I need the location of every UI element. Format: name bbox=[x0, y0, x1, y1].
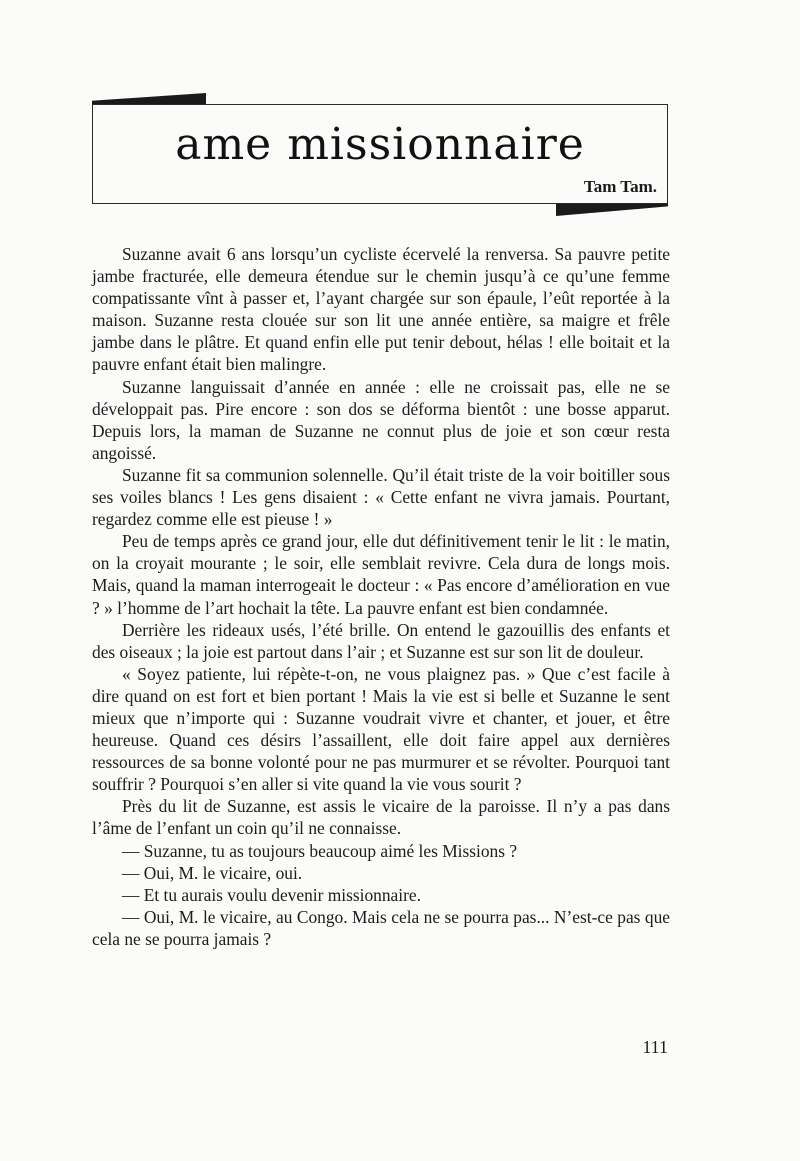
paragraph: Suzanne languissait d’année en année : elle ne croissait pas, elle ne se développait pas. Pire encore : son dos se déforma bientôt : une bosse apparut. Depuis lors, la maman de Suzanne ne connut plus de joie et son cœur resta angoissé. bbox=[92, 376, 670, 463]
title-frame-bottom-bar bbox=[556, 204, 668, 216]
dialogue-line: — Et tu aurais voulu devenir missionnaire. bbox=[122, 884, 421, 905]
paragraph: Derrière les rideaux usés, l’été brille. On entend le gazouillis des enfants et des oiseaux ; la joie est partout dans l’air ; et Suzanne est sur son lit de douleur. bbox=[92, 619, 670, 662]
article-author: Tam Tam. bbox=[583, 177, 657, 196]
paragraph: Près du lit de Suzanne, est assis le vicaire de la paroisse. Il n’y a pas dans l’âme de l’enfant un coin qu’il ne connaisse. bbox=[92, 796, 670, 839]
paragraph: Suzanne avait 6 ans lorsqu’un cycliste écervelé la renversa. Sa pauvre petite jambe fracturée, elle demeura étendue sur le chemin jusqu’à ce qu’une femme compatissante vînt à passer et, l’ayant chargée sur son épaule, l’eût reportée à la maison. Suzanne resta clouée sur son lit une année entière, sa maigre et frêle jambe dans le plâtre. Et quand enfin elle put tenir debout, hélas ! elle boitait et la pauvre enfant était bien malingre. bbox=[92, 244, 670, 375]
dialogue-line: — Suzanne, tu as toujours beaucoup aimé les Missions ? bbox=[122, 840, 518, 861]
paragraph: « Soyez patiente, lui répète-t-on, ne vous plaignez pas. » Que c’est facile à dire quand on est fort et bien portant ! Mais la vie est si belle et Suzanne le sent mieux que n’importe qui : Suzanne voudrait vivre et chanter, et jouer, et être heureuse. Quand ces désirs l’assaillent, elle doit faire appel aux dernières ressources de sa bonne volonté pour ne pas murmurer et se révolter. Pourquoi tant souffrir ? Pourquoi s’en aller si vite quand la vie vous sourit ? bbox=[92, 663, 670, 795]
title-frame bbox=[92, 104, 668, 204]
article-body bbox=[92, 243, 670, 950]
dialogue-line: — Oui, M. le vicaire, oui. bbox=[122, 862, 303, 883]
article-title: ame missionnaire bbox=[175, 119, 585, 170]
title-frame-top-bar bbox=[92, 93, 206, 104]
paragraph: Peu de temps après ce grand jour, elle dut définitivement tenir le lit : le matin, on la croyait mourante ; le soir, elle semblait revivre. Cela dura de longs mois. Mais, quand la maman interrogeait le docteur : « Pas encore d’amélioration en vue ? » l’homme de l’art hochait la tête. La pauvre enfant est bien condamnée. bbox=[92, 531, 670, 618]
paragraph: Suzanne fit sa communion solennelle. Qu’il était triste de la voir boitiller sous ses voiles blancs ! Les gens disaient : « Cette enfant ne vivra jamais. Pourtant, regardez comme elle est pieuse ! » bbox=[92, 464, 670, 530]
page-number: 111 bbox=[642, 1037, 668, 1057]
dialogue-line: — Oui, M. le vicaire, au Congo. Mais cela ne se pourra pas... N’est-ce pas que cela ne se pourra jamais ? bbox=[92, 906, 670, 949]
